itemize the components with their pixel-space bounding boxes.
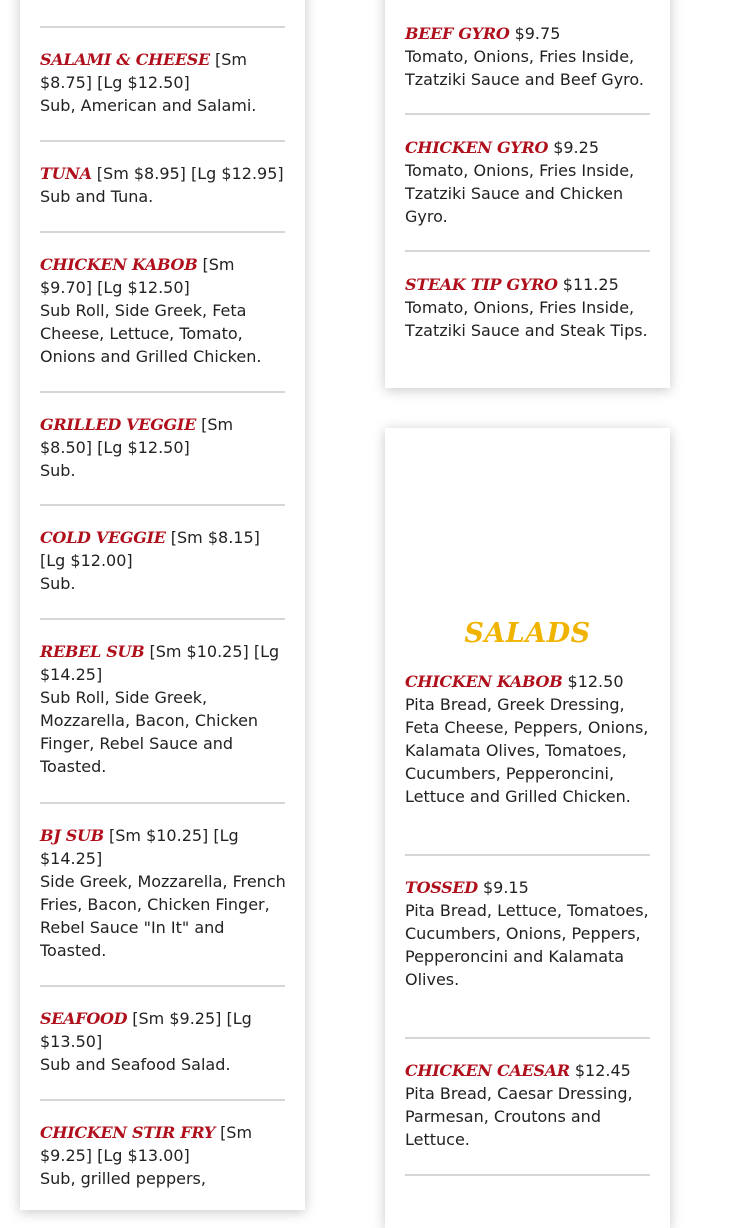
item-description: Sub, grilled peppers,	[40, 1169, 206, 1188]
item-name: CHICKEN GYRO	[405, 138, 549, 157]
divider	[40, 1099, 285, 1101]
menu-item-chicken-kabob-salad	[405, 670, 653, 808]
menu-item-salami-cheese	[40, 48, 288, 117]
menu-item-tossed-salad	[405, 876, 653, 991]
item-description: Sub.	[40, 461, 76, 480]
menu-item-beef-gyro	[405, 22, 653, 91]
item-description: Pita Bread, Greek Dressing, Feta Cheese, Peppers, Onions, Kalamata Olives, Tomatoes, Cucumbers, Pepperoncini, Lettuce and Grilled Chicken.	[405, 695, 649, 806]
item-price: $12.50	[567, 672, 624, 691]
item-name: REBEL SUB	[40, 642, 145, 661]
divider	[40, 802, 285, 804]
item-description: Tomato, Onions, Fries Inside, Tzatziki Sauce and Steak Tips.	[405, 298, 648, 340]
divider	[40, 618, 285, 620]
menu-item-bj-sub	[40, 824, 288, 962]
divider	[405, 1174, 650, 1176]
item-price: $9.25	[553, 138, 599, 157]
item-description: Tomato, Onions, Fries Inside, Tzatziki Sauce and Beef Gyro.	[405, 47, 644, 89]
item-description: Pita Bread, Lettuce, Tomatoes, Cucumbers, Onions, Peppers, Pepperoncini and Kalamata Olives.	[405, 901, 649, 989]
menu-item-chicken-gyro	[405, 136, 653, 228]
section-title-salads: SALADS	[464, 618, 591, 649]
divider	[405, 1037, 650, 1039]
item-description: Sub and Tuna.	[40, 187, 154, 206]
item-name: GRILLED VEGGIE	[40, 415, 197, 434]
item-description: Sub Roll, Side Greek, Mozzarella, Bacon, Chicken Finger, Rebel Sauce and Toasted.	[40, 688, 259, 776]
item-description: Side Greek, Mozzarella, French Fries, Bacon, Chicken Finger, Rebel Sauce "In It" and Toasted.	[40, 872, 286, 960]
divider	[40, 26, 285, 28]
item-name: BEEF GYRO	[405, 24, 510, 43]
item-name: COLD VEGGIE	[40, 528, 166, 547]
item-name: CHICKEN CAESAR	[405, 1061, 570, 1080]
item-name: BJ SUB	[40, 826, 104, 845]
item-description: Pita Bread, Caesar Dressing, Parmesan, Croutons and Lettuce.	[405, 1084, 633, 1149]
divider	[40, 231, 285, 233]
item-name: TOSSED	[405, 878, 478, 897]
item-price: [Sm $9.25] [Lg $13.50]	[40, 1009, 252, 1051]
divider	[40, 504, 285, 506]
item-name: SALAMI & CHEESE	[40, 50, 210, 69]
item-description: Sub and Seafood Salad.	[40, 1055, 231, 1074]
item-name: CHICKEN STIR FRY	[40, 1123, 215, 1142]
item-price: [Sm $10.25] [Lg $14.25]	[40, 642, 280, 684]
menu-item-steak-tip-gyro	[405, 273, 653, 342]
item-price: [Sm $10.25] [Lg $14.25]	[40, 826, 239, 868]
menu-item-tuna	[40, 162, 288, 208]
item-name: STEAK TIP GYRO	[405, 275, 558, 294]
menu-item-chicken-caesar	[405, 1059, 653, 1151]
item-price: [Sm $8.95] [Lg $12.95]	[96, 164, 284, 183]
divider	[40, 391, 285, 393]
divider	[405, 250, 650, 252]
item-price: $9.75	[514, 24, 561, 43]
divider	[405, 113, 650, 115]
item-description: Sub.	[40, 574, 76, 593]
item-price: [Sm $9.25] [Lg $13.00]	[40, 1123, 253, 1165]
menu-item-chicken-kabob-sub	[40, 253, 288, 368]
divider	[405, 854, 650, 856]
subs-menu-card	[20, 0, 305, 1210]
menu-item-chicken-stir-fry	[40, 1121, 288, 1190]
item-price: [Sm $8.15] [Lg $12.00]	[40, 528, 260, 570]
salads-menu-card	[385, 428, 670, 1228]
menu-item-grilled-veggie	[40, 413, 288, 482]
item-price: [Sm $8.75] [Lg $12.50]	[40, 50, 247, 92]
item-name: SEAFOOD	[40, 1009, 128, 1028]
item-price: [Sm $8.50] [Lg $12.50]	[40, 415, 234, 457]
item-price: $12.45	[574, 1061, 631, 1080]
item-name: CHICKEN KABOB	[40, 255, 198, 274]
divider	[40, 140, 285, 142]
divider	[40, 985, 285, 987]
item-description: Sub, American and Salami.	[40, 96, 257, 115]
gyros-menu-card	[385, 0, 670, 388]
item-description: Tomato, Onions, Fries Inside, Tzatziki Sauce and Chicken Gyro.	[405, 161, 635, 226]
item-description: Sub Roll, Side Greek, Feta Cheese, Lettuce, Tomato, Onions and Grilled Chicken.	[40, 301, 262, 366]
item-price: $11.25	[562, 275, 619, 294]
menu-item-cold-veggie	[40, 526, 288, 595]
menu-item-rebel-sub	[40, 640, 288, 778]
item-name: TUNA	[40, 164, 92, 183]
item-price: $9.15	[482, 878, 529, 897]
menu-item-seafood	[40, 1007, 288, 1076]
item-price: [Sm $9.70] [Lg $12.50]	[40, 255, 235, 297]
item-name: CHICKEN KABOB	[405, 672, 563, 691]
